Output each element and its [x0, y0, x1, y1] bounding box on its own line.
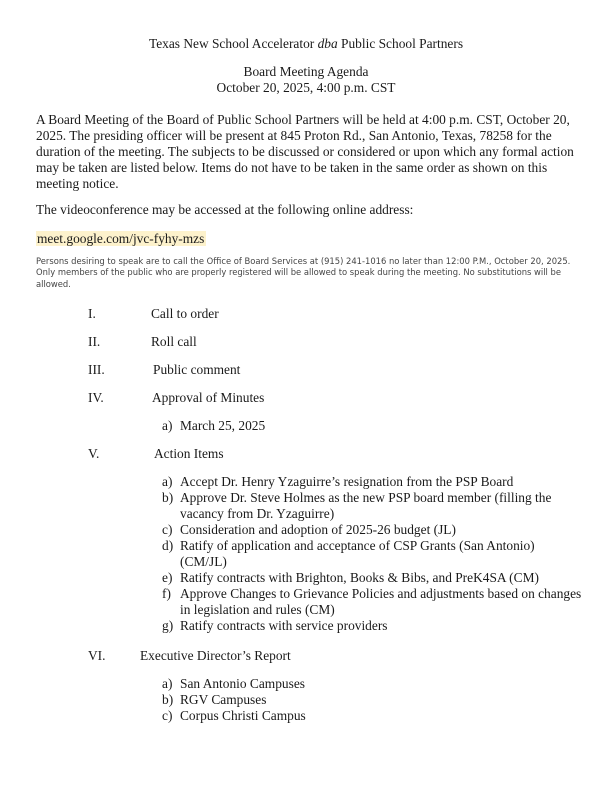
org-name-part2: Public School Partners [337, 36, 464, 51]
agenda-subitem [162, 586, 582, 618]
subitem-text: March 25, 2025 [180, 418, 266, 433]
subitem-letter: f) [162, 586, 171, 601]
agenda-subitem [162, 538, 582, 570]
subitem-text: Corpus Christi Campus [180, 708, 306, 723]
subitem-letter: c) [162, 708, 173, 723]
subitem-text: Approve Changes to Grievance Policies and adjustments based on changes in legislation and rules (CM) [180, 586, 582, 617]
subitem-text: Accept Dr. Henry Yzaguirre’s resignation from the PSP Board [180, 474, 514, 489]
intro-paragraph: A Board Meeting of the Board of Public School Partners will be held at 4:00 p.m. CST, October 20, 2025. The presiding officer will be present at 845 Proton Rd., San Antonio, Texas, 78258 for the duration of the meeting. The subjects to be discussed or considered or upon which any formal action may be taken are listed below. Items do not have to be taken in the same order as shown on this meeting notice. [36, 112, 574, 191]
subitem-text: Approve Dr. Steve Holmes as the new PSP board member (filling the vacancy from Dr. Yzaguirre) [180, 490, 552, 521]
agenda-subitem [162, 618, 582, 634]
agenda-subitem [162, 490, 582, 522]
agenda-item-numeral: VI. [88, 648, 106, 663]
subitem-text: Ratify contracts with service providers [180, 618, 388, 633]
subitem-letter: e) [162, 570, 173, 585]
agenda-item-title: Public comment [153, 362, 241, 377]
agenda-subitem [162, 570, 582, 586]
subitem-letter: a) [162, 676, 173, 691]
agenda-item-title: Executive Director’s Report [140, 648, 291, 663]
subitem-letter: b) [162, 692, 174, 707]
org-name-dba: dba [317, 36, 338, 51]
agenda-item-title: Roll call [151, 334, 197, 349]
agenda-subitem [162, 522, 582, 538]
agenda-item-numeral: II. [88, 334, 101, 349]
subitem-letter: a) [162, 418, 173, 433]
agenda-item-title: Action Items [154, 446, 224, 461]
videoconference-link-wrap [36, 230, 206, 248]
subitem-letter: a) [162, 474, 173, 489]
subitem-text: Consideration and adoption of 2025-26 budget (JL) [180, 522, 456, 537]
subitem-letter: d) [162, 538, 174, 553]
videoconference-text: The videoconference may be accessed at the following online address: [36, 202, 414, 217]
agenda-item-title: Call to order [151, 306, 219, 321]
agenda-item-title: Approval of Minutes [152, 390, 265, 405]
subitem-text: San Antonio Campuses [180, 676, 305, 691]
subitem-letter: g) [162, 618, 174, 633]
public-comment-notice: Persons desiring to speak are to call the Office of Board Services at (915) 241-1016 no later than 12:00 P.M., October 20, 2025. Only members of the public who are properly registered will be allowed to speak during the meeting. No substitutions will be allowed. [36, 256, 571, 289]
agenda-subitem [162, 708, 582, 724]
agenda-item-numeral: I. [88, 306, 96, 321]
agenda-item-numeral: IV. [88, 390, 104, 405]
agenda-subitem [162, 692, 582, 708]
subitem-text: Ratify of application and acceptance of CSP Grants (San Antonio) (CM/JL) [180, 538, 535, 569]
agenda-subitem [162, 676, 582, 692]
agenda-item-numeral: III. [88, 362, 105, 377]
subitem-letter: c) [162, 522, 173, 537]
agenda-title: Board Meeting Agenda [243, 64, 369, 79]
agenda-heading [0, 64, 612, 96]
agenda-subitem [162, 474, 582, 490]
videoconference-link[interactable]: meet.google.com/jvc-fyhy-mzs [37, 231, 205, 246]
agenda-subitem [162, 418, 582, 434]
org-name-part1: Texas New School Accelerator [148, 36, 318, 51]
agenda-datetime: October 20, 2025, 4:00 p.m. CST [216, 80, 396, 95]
subitem-text: Ratify contracts with Brighton, Books & Bibs, and PreK4SA (CM) [180, 570, 539, 585]
subitem-text: RGV Campuses [180, 692, 267, 707]
agenda-item-numeral: V. [88, 446, 100, 461]
subitem-letter: b) [162, 490, 174, 505]
organization-name [0, 36, 612, 52]
